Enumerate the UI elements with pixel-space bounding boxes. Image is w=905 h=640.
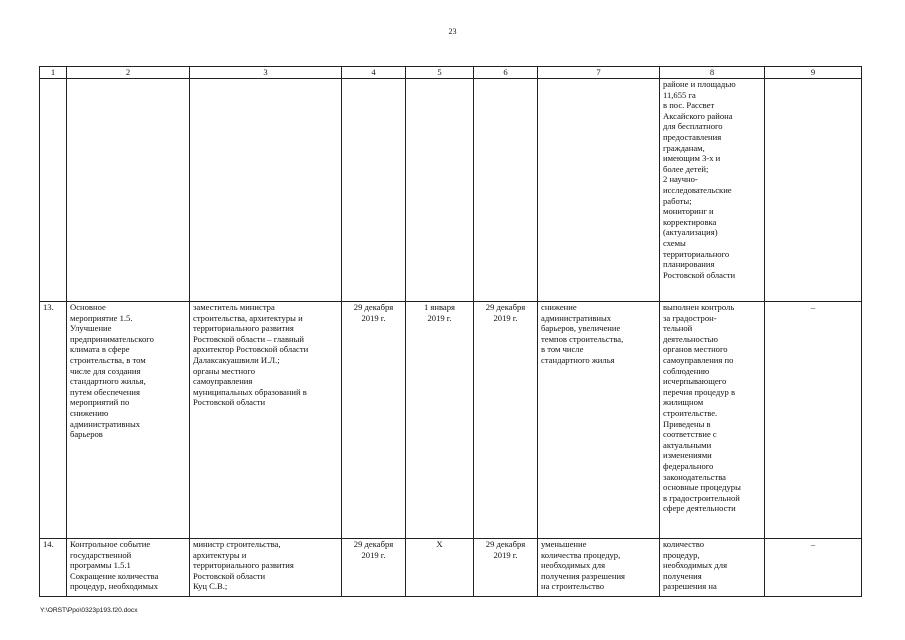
cell-planned-date: 29 декабря 2019 г. — [342, 302, 406, 539]
cell-empty — [190, 79, 342, 302]
plan-table — [39, 66, 862, 597]
header-col-6: 6 — [474, 67, 538, 79]
cell-planned-date: 29 декабря 2019 г. — [342, 539, 406, 597]
header-col-2: 2 — [67, 67, 190, 79]
cell-empty — [765, 79, 862, 302]
cell-empty — [40, 79, 67, 302]
header-col-8: 8 — [660, 67, 765, 79]
file-path-footer: Y:\ORST\Ppo\0323p193.f20.docx — [40, 607, 138, 614]
cell-result-continued: районе и площадью 11,655 га в пос. Рассвет Аксайского района для бесплатного предоставления гражданам, имеющим 3-х и более детей; 2 научно- исследовательские работы; мониторинг и корректировка (актуализация) схемы территориального планирования Ростовской области — [660, 79, 765, 302]
header-row — [40, 67, 862, 79]
cell-start-date: Х — [406, 539, 474, 597]
cell-activity-name: Основное мероприятие 1.5. Улучшение предпринимательского климата в сфере строительства, в том числе для создания стандартного жилья, путем обеспечения мероприятий по снижению административных барьеров — [67, 302, 190, 539]
table-row-13 — [40, 302, 862, 539]
cell-empty — [67, 79, 190, 302]
table-row-14 — [40, 539, 862, 597]
cell-activity-name: Контрольное событие государственной программы 1.5.1 Сокращение количества процедур, необходимых — [67, 539, 190, 597]
cell-end-date: 29 декабря 2019 г. — [474, 539, 538, 597]
header-col-9: 9 — [765, 67, 862, 79]
cell-empty — [406, 79, 474, 302]
cell-notes: – — [765, 302, 862, 539]
cell-row-number: 13. — [40, 302, 67, 539]
cell-responsible: заместитель министра строительства, архитектуры и территориального развития Ростовской области – главный архитектор Ростовской области Далаксакуашвили И.Л.; органы местного самоуправления муниципальных образований в Ростовской области — [190, 302, 342, 539]
cell-actual-result: количество процедур, необходимых для получения разрешения на — [660, 539, 765, 597]
cell-empty — [538, 79, 660, 302]
cell-empty — [342, 79, 406, 302]
cell-expected-result: уменьшение количества процедур, необходимых для получения разрешения на строительство — [538, 539, 660, 597]
table-row-continued — [40, 79, 862, 302]
header-col-3: 3 — [190, 67, 342, 79]
cell-empty — [474, 79, 538, 302]
cell-row-number: 14. — [40, 539, 67, 597]
cell-end-date: 29 декабря 2019 г. — [474, 302, 538, 539]
page-number: 23 — [448, 27, 457, 36]
cell-responsible: министр строительства, архитектуры и территориального развития Ростовской области Куц С.В.; — [190, 539, 342, 597]
cell-actual-result: выполнен контроль за градострон- тельной деятельностью органов местного самоуправления по соблюдению исчерпывающего перечня процедур в жилищном строительстве. Приведены в соответствие с актуальными изменениями федерального законодательства основные процедуры в градостроительной сфере деятельности — [660, 302, 765, 539]
header-col-7: 7 — [538, 67, 660, 79]
cell-start-date: 1 января 2019 г. — [406, 302, 474, 539]
header-col-4: 4 — [342, 67, 406, 79]
cell-notes: – — [765, 539, 862, 597]
header-col-5: 5 — [406, 67, 474, 79]
header-col-1: 1 — [40, 67, 67, 79]
cell-expected-result: снижение административных барьеров, увеличение темпов строительства, в том числе стандартного жилья — [538, 302, 660, 539]
